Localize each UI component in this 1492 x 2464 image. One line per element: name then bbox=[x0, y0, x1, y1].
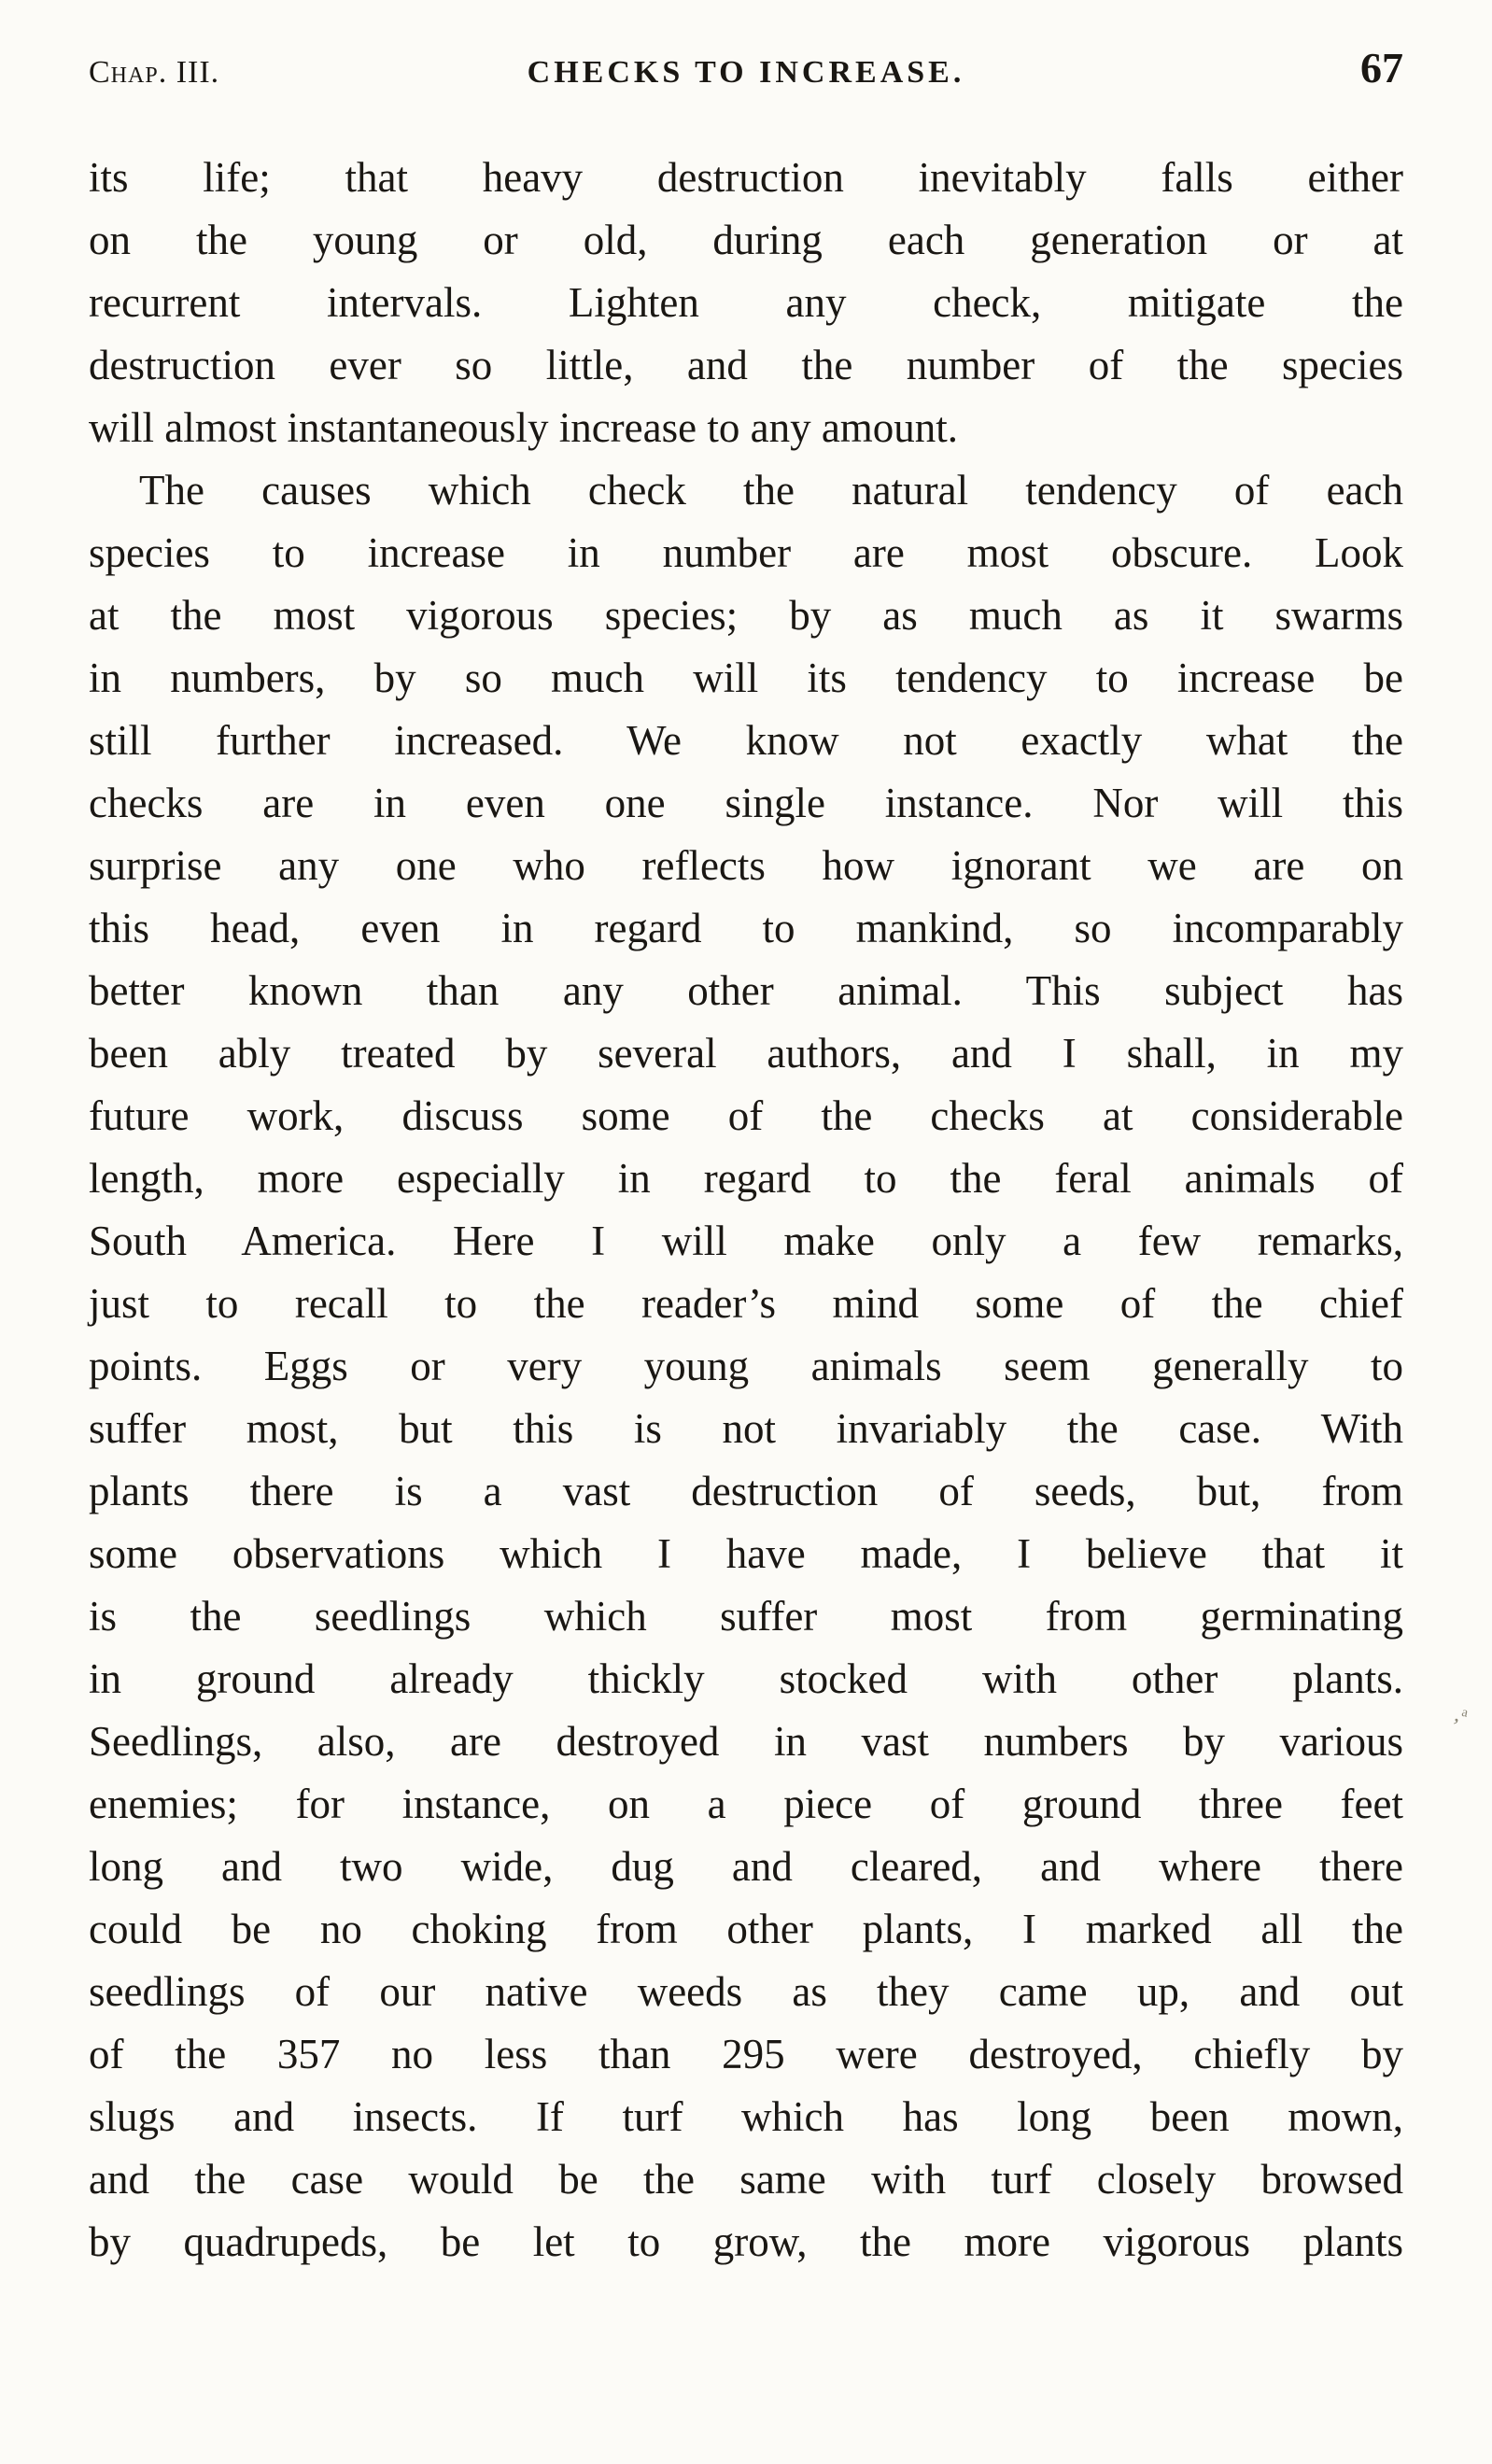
text-line: its life; that heavy destruction inevitably falls either bbox=[89, 154, 1403, 201]
text-line: is the seedlings which suffer most from germinating bbox=[89, 1593, 1403, 1640]
text-line: some observations which I have made, I believe that it bbox=[89, 1530, 1403, 1577]
text-line: recurrent intervals. Lighten any check, mitigate the bbox=[89, 279, 1403, 326]
text-line: future work, discuss some of the checks at considerable bbox=[89, 1092, 1403, 1139]
text-line: species to increase in number are most obscure. Look bbox=[89, 529, 1403, 576]
text-line: length, more especially in regard to the feral animals of bbox=[89, 1155, 1403, 1202]
text-line: slugs and insects. If turf which has long been mown, bbox=[89, 2093, 1403, 2140]
text-line: enemies; for instance, on a piece of ground three feet bbox=[89, 1781, 1403, 1827]
text-line: still further increased. We know not exactly what the bbox=[89, 717, 1403, 764]
text-line: The causes which check the natural tendency of each bbox=[139, 467, 1403, 514]
text-line: surprise any one who reflects how ignorant we are on bbox=[89, 842, 1403, 889]
page-title: CHECKS TO INCREASE. bbox=[527, 55, 965, 90]
text-line: long and two wide, dug and cleared, and where there bbox=[89, 1843, 1403, 1890]
text-line: checks are in even one single instance. Nor will this bbox=[89, 780, 1403, 826]
text-line: could be no choking from other plants, I marked all the bbox=[89, 1906, 1403, 1952]
text-line: of the 357 no less than 295 were destroyed, chiefly by bbox=[89, 2031, 1403, 2077]
text-line: Seedlings, also, are destroyed in vast numbers by various bbox=[89, 1718, 1403, 1765]
text-line: by quadrupeds, be let to grow, the more vigorous plants bbox=[89, 2218, 1403, 2265]
chapter-label: Chap. III. bbox=[89, 55, 220, 90]
text-line: this head, even in regard to mankind, so incomparably bbox=[89, 905, 1403, 951]
text-line: will almost instantaneously increase to any amount. bbox=[89, 404, 959, 451]
text-line: better known than any other animal. This subject has bbox=[89, 967, 1403, 1014]
text-line: plants there is a vast destruction of seeds, but, from bbox=[89, 1468, 1403, 1514]
page-number: 67 bbox=[1360, 44, 1403, 92]
print-artifact-mark: ‚ᵃ bbox=[1451, 1701, 1471, 1729]
text-line: seedlings of our native weeds as they came up, and out bbox=[89, 1968, 1403, 2015]
running-header bbox=[89, 43, 1403, 92]
text-line: suffer most, but this is not invariably the case. With bbox=[89, 1405, 1403, 1452]
paragraph bbox=[89, 147, 1403, 459]
text-line: in numbers, by so much will its tendency to increase be bbox=[89, 655, 1403, 701]
text-line: South America. Here I will make only a few remarks, bbox=[89, 1218, 1403, 1264]
text-line: been ably treated by several authors, and I shall, in my bbox=[89, 1030, 1403, 1077]
text-line: destruction ever so little, and the number of the species bbox=[89, 342, 1403, 388]
text-line: just to recall to the reader’s mind some of the chief bbox=[89, 1280, 1403, 1327]
text-line: on the young or old, during each generation or at bbox=[89, 217, 1403, 263]
text-line: at the most vigorous species; by as much as it swarms bbox=[89, 592, 1403, 639]
text-line: points. Eggs or very young animals seem generally to bbox=[89, 1343, 1403, 1389]
body-text bbox=[89, 147, 1403, 2274]
paragraph bbox=[89, 459, 1403, 2274]
text-line: in ground already thickly stocked with other plants. bbox=[89, 1655, 1403, 1702]
text-line: and the case would be the same with turf closely browsed bbox=[89, 2156, 1403, 2203]
